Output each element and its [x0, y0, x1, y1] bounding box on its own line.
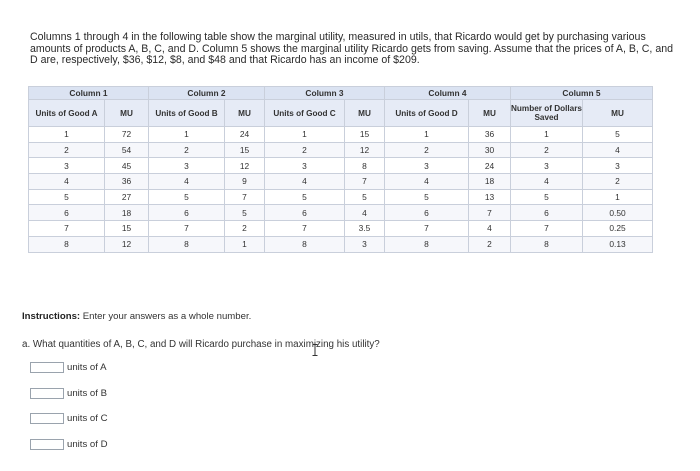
table-cell: 2 [29, 142, 105, 158]
table-cell: 1 [29, 127, 105, 143]
units-c-input[interactable] [30, 413, 64, 424]
table-cell: 8 [265, 236, 345, 252]
table-cell: 3 [29, 158, 105, 174]
table-cell: 5 [225, 205, 265, 221]
instructions-label: Instructions: [22, 311, 81, 322]
table-cell: 45 [105, 158, 149, 174]
table-cell: 1 [385, 127, 469, 143]
table-cell: 12 [345, 142, 385, 158]
table-row [29, 236, 653, 252]
table-row [29, 158, 653, 174]
table-cell: 4 [511, 174, 583, 190]
column-header: Number of Dollars Saved [511, 100, 583, 127]
table-cell: 18 [469, 174, 511, 190]
column-group-header: Column 4 [385, 87, 511, 100]
table-cell: 8 [345, 158, 385, 174]
table-cell: 36 [105, 174, 149, 190]
table-cell: 7 [469, 205, 511, 221]
table-cell: 8 [149, 236, 225, 252]
table-cell: 8 [511, 236, 583, 252]
table-cell: 13 [469, 189, 511, 205]
table-cell: 5 [511, 189, 583, 205]
table-cell: 2 [225, 221, 265, 237]
table-cell: 0.25 [583, 221, 653, 237]
column-header: Units of Good B [149, 100, 225, 127]
column-group-header: Column 1 [29, 87, 149, 100]
table-cell: 4 [469, 221, 511, 237]
table-cell: 30 [469, 142, 511, 158]
column-group-header: Column 3 [265, 87, 385, 100]
table-cell: 4 [265, 174, 345, 190]
table-cell: 2 [583, 174, 653, 190]
table-cell: 0.50 [583, 205, 653, 221]
answer-label: units of A [67, 361, 107, 373]
table-cell: 6 [29, 205, 105, 221]
table-cell: 24 [469, 158, 511, 174]
table-row [29, 142, 653, 158]
text-cursor-icon [312, 344, 318, 356]
column-header: Units of Good A [29, 100, 105, 127]
table-cell: 4 [149, 174, 225, 190]
answer-row-b [30, 387, 107, 399]
table-cell: 12 [225, 158, 265, 174]
table-cell: 7 [225, 189, 265, 205]
units-a-input[interactable] [30, 362, 64, 373]
table-cell: 15 [225, 142, 265, 158]
table-cell: 6 [149, 205, 225, 221]
table-cell: 6 [385, 205, 469, 221]
problem-statement: Columns 1 through 4 in the following table show the marginal utility, measured in utils, that Ricardo would get by purchasing various amounts of products A, B, C, and D. Column 5 shows the marginal utility Ricardo gets from saving. Assume that the prices of A, B, C, and D are, respectively, $36, $12, $8, and $48 and that Ricardo has an income of $209. [30, 31, 673, 67]
table-cell: 7 [345, 174, 385, 190]
table-cell: 4 [385, 174, 469, 190]
table-cell: 1 [149, 127, 225, 143]
table-cell: 5 [385, 189, 469, 205]
column-header: MU [225, 100, 265, 127]
table-cell: 1 [583, 189, 653, 205]
column-header: MU [105, 100, 149, 127]
table-cell: 3 [583, 158, 653, 174]
table-cell: 12 [105, 236, 149, 252]
table-cell: 7 [29, 221, 105, 237]
column-group-header: Column 5 [511, 87, 653, 100]
table-cell: 2 [265, 142, 345, 158]
table-cell: 5 [345, 189, 385, 205]
column-header: MU [345, 100, 385, 127]
table-cell: 4 [583, 142, 653, 158]
table-cell: 5 [583, 127, 653, 143]
marginal-utility-table [28, 86, 653, 253]
answer-label: units of C [67, 412, 108, 424]
table-cell: 4 [345, 205, 385, 221]
answer-label: units of D [67, 438, 108, 450]
table-cell: 6 [511, 205, 583, 221]
units-b-input[interactable] [30, 388, 64, 399]
table-cell: 3 [345, 236, 385, 252]
table-cell: 15 [345, 127, 385, 143]
column-header: Units of Good D [385, 100, 469, 127]
table-cell: 4 [29, 174, 105, 190]
question-a: a. What quantities of A, B, C, and D will Ricardo purchase in maximizing his utility? [22, 339, 380, 350]
instructions [22, 311, 251, 322]
instructions-text: Enter your answers as a whole number. [82, 311, 252, 322]
units-d-input[interactable] [30, 439, 64, 450]
column-header-row [29, 100, 653, 127]
table-cell: 18 [105, 205, 149, 221]
table-cell: 7 [511, 221, 583, 237]
column-group-header: Column 2 [149, 87, 265, 100]
table-cell: 1 [225, 236, 265, 252]
answer-label: units of B [67, 387, 107, 399]
table-cell: 9 [225, 174, 265, 190]
table-cell: 5 [149, 189, 225, 205]
table-cell: 54 [105, 142, 149, 158]
table-row [29, 174, 653, 190]
table-cell: 7 [385, 221, 469, 237]
table-body [29, 127, 653, 253]
table-cell: 6 [265, 205, 345, 221]
table-cell: 3 [511, 158, 583, 174]
column-group-row [29, 87, 653, 100]
answer-row-a [30, 361, 106, 373]
answer-row-c [30, 412, 108, 424]
table-cell: 8 [385, 236, 469, 252]
table-cell: 2 [385, 142, 469, 158]
table-cell: 36 [469, 127, 511, 143]
column-header: MU [583, 100, 653, 127]
table-row [29, 221, 653, 237]
table-cell: 15 [105, 221, 149, 237]
table-cell: 2 [511, 142, 583, 158]
column-header: Units of Good C [265, 100, 345, 127]
table-row [29, 205, 653, 221]
table-cell: 3 [385, 158, 469, 174]
column-header: MU [469, 100, 511, 127]
table-cell: 7 [149, 221, 225, 237]
table-cell: 27 [105, 189, 149, 205]
table-cell: 2 [469, 236, 511, 252]
table-cell: 5 [29, 189, 105, 205]
table-cell: 3.5 [345, 221, 385, 237]
table-cell: 3 [149, 158, 225, 174]
table-row [29, 127, 653, 143]
answer-row-d [30, 438, 108, 450]
table-cell: 0.13 [583, 236, 653, 252]
table-cell: 3 [265, 158, 345, 174]
table-cell: 2 [149, 142, 225, 158]
table-cell: 5 [265, 189, 345, 205]
table-cell: 8 [29, 236, 105, 252]
table-cell: 1 [265, 127, 345, 143]
table-cell: 24 [225, 127, 265, 143]
table-cell: 72 [105, 127, 149, 143]
table-cell: 1 [511, 127, 583, 143]
table-row [29, 189, 653, 205]
table-cell: 7 [265, 221, 345, 237]
